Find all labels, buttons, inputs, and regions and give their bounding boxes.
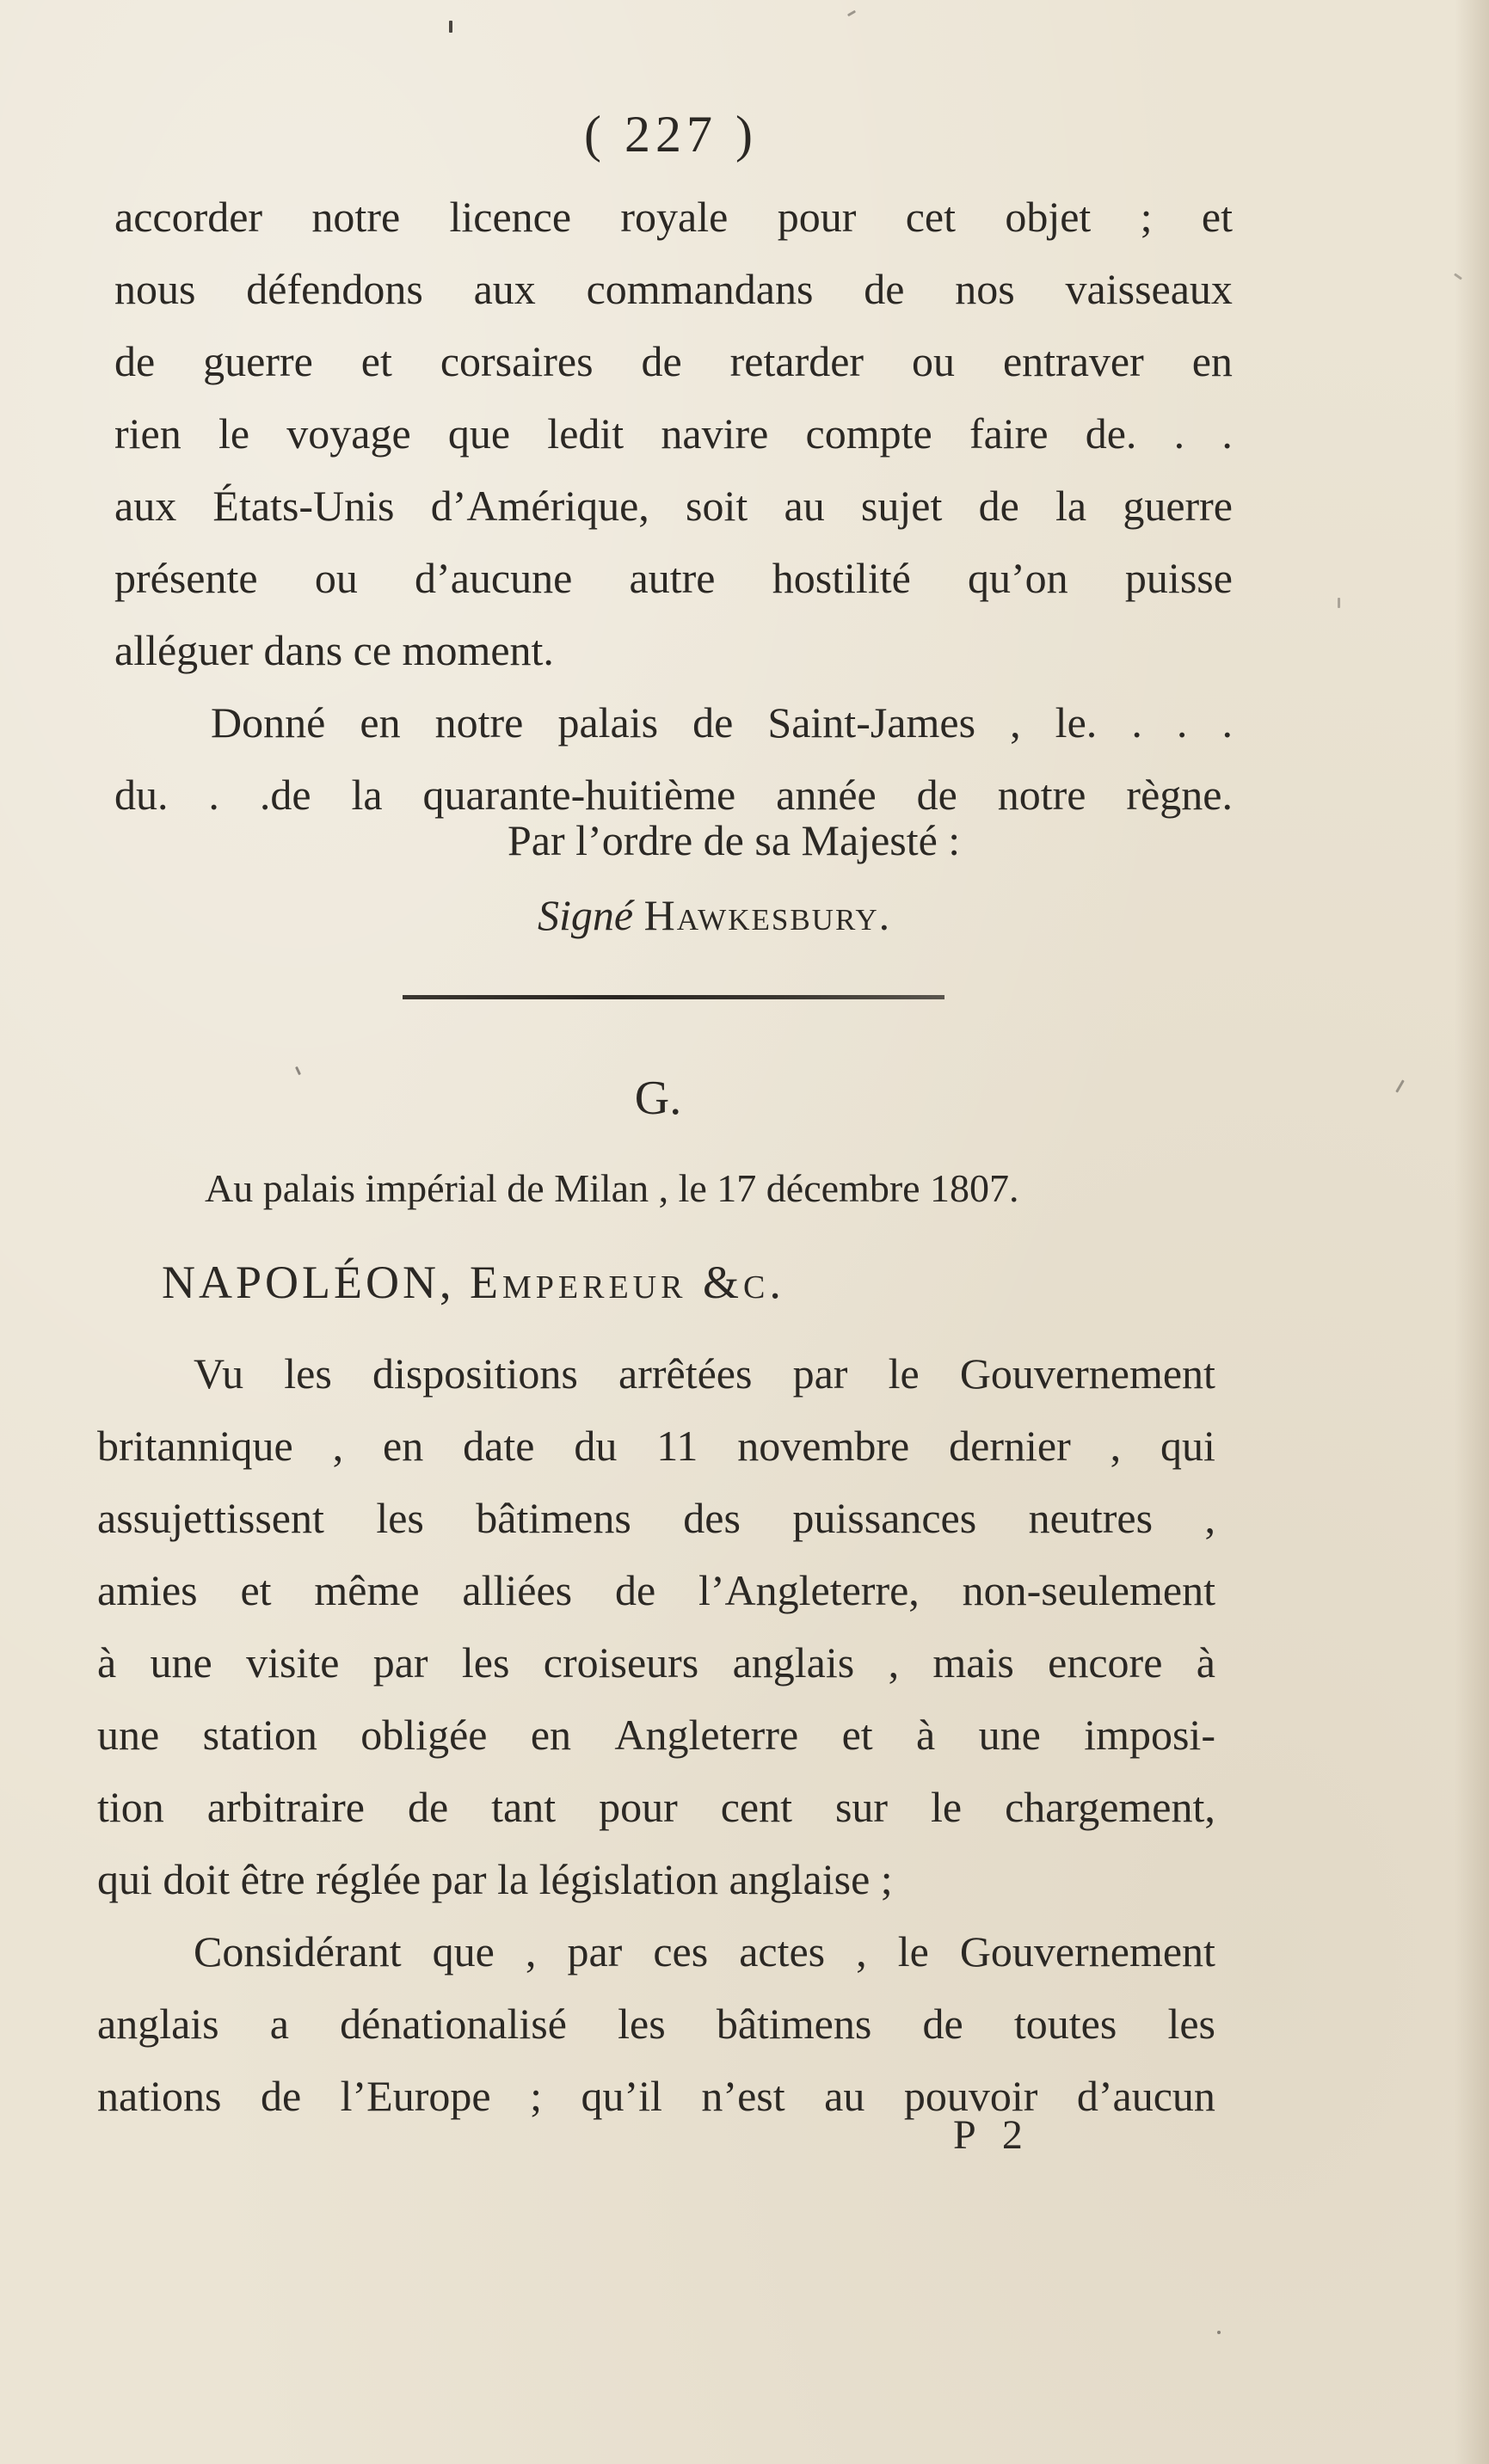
word: de xyxy=(614,1566,656,1614)
word: encore xyxy=(1048,1638,1163,1687)
word: bâtimens xyxy=(476,1494,631,1542)
word: États-Unis xyxy=(212,482,395,530)
word: l’Europe xyxy=(340,2072,491,2120)
word: a xyxy=(269,2000,289,2048)
word: retarder xyxy=(729,337,864,385)
word: ces xyxy=(653,1927,709,1976)
word: navire xyxy=(661,409,769,458)
word: et xyxy=(360,337,392,385)
word: Saint-James xyxy=(767,698,976,747)
word: que xyxy=(447,409,511,458)
word: qui xyxy=(1160,1422,1215,1470)
word: les xyxy=(284,1349,332,1398)
word: les xyxy=(461,1638,510,1687)
word: tion xyxy=(97,1783,164,1831)
word: pour xyxy=(599,1783,678,1831)
word: assujettissent xyxy=(97,1494,324,1542)
ink-speck xyxy=(1395,1079,1405,1092)
word: ou xyxy=(912,337,956,385)
text-line xyxy=(97,1410,1215,1482)
word: de xyxy=(692,698,734,747)
word: arbitraire xyxy=(206,1783,365,1831)
word: à xyxy=(97,1638,117,1687)
word: qu’on xyxy=(968,554,1068,602)
signed-word: Signé xyxy=(538,891,634,939)
word: , xyxy=(1010,698,1021,747)
word: Gouvernement xyxy=(959,1927,1215,1976)
word: au xyxy=(824,2072,865,2120)
word: en xyxy=(383,1422,424,1470)
word: une xyxy=(97,1711,160,1759)
word: notre xyxy=(997,771,1086,819)
ink-speck xyxy=(847,10,856,17)
word: amies xyxy=(97,1566,198,1614)
text-line xyxy=(114,397,1233,470)
word: non-seulement xyxy=(962,1566,1215,1614)
word: palais xyxy=(557,698,659,747)
text-line xyxy=(97,1337,1215,1410)
word: les xyxy=(1167,2000,1215,2048)
ink-speck xyxy=(1338,598,1340,608)
word: visite xyxy=(246,1638,340,1687)
word: le xyxy=(218,409,250,458)
word: compte xyxy=(805,409,932,458)
word: chargement, xyxy=(1005,1783,1215,1831)
text-line xyxy=(97,1699,1215,1771)
word: puisse xyxy=(1124,554,1233,602)
word: anglais xyxy=(732,1638,855,1687)
text-line xyxy=(114,181,1233,253)
word: nous xyxy=(114,265,196,313)
text-line xyxy=(114,614,1233,686)
word: les xyxy=(618,2000,666,2048)
word: anglais xyxy=(97,2000,219,2048)
word: qu’il xyxy=(581,2072,662,2120)
word: Vu xyxy=(194,1349,244,1398)
word: ou xyxy=(314,554,358,602)
word: , xyxy=(1204,1494,1215,1542)
text-line xyxy=(97,1626,1215,1699)
word: que xyxy=(432,1927,495,1976)
word: guerre xyxy=(1123,482,1233,530)
word: date xyxy=(463,1422,535,1470)
word: nations xyxy=(97,2072,222,2120)
signature-line xyxy=(538,890,891,940)
word: pouvoir xyxy=(903,2072,1038,2120)
word: faire xyxy=(969,409,1049,458)
word: 11 xyxy=(656,1422,698,1470)
word: sujet xyxy=(860,482,943,530)
word: de. xyxy=(1085,409,1137,458)
word: croiseurs xyxy=(543,1638,699,1687)
word: hostilité xyxy=(772,554,911,602)
word: . xyxy=(208,771,219,819)
signatory-name: Hawkesbury. xyxy=(643,891,892,939)
word: rien xyxy=(114,409,182,458)
word: notre xyxy=(434,698,524,747)
word: de xyxy=(916,771,957,819)
word: cent xyxy=(720,1783,792,1831)
text-line xyxy=(97,1843,1215,1915)
word: corsaires xyxy=(440,337,594,385)
word: d’Amérique, xyxy=(430,482,649,530)
word: guerre xyxy=(203,337,313,385)
word: Donné xyxy=(211,698,326,747)
word: nos xyxy=(955,265,1015,313)
word: neutres xyxy=(1028,1494,1154,1542)
ink-speck xyxy=(449,21,452,33)
word: au xyxy=(784,482,825,530)
word: accorder xyxy=(114,193,263,241)
word: présente xyxy=(114,554,258,602)
text-line xyxy=(97,1554,1215,1626)
word: voyage xyxy=(286,409,411,458)
word: notre xyxy=(311,193,401,241)
word: objet xyxy=(1005,193,1092,241)
word: une xyxy=(978,1711,1041,1759)
word: Angleterre xyxy=(614,1711,799,1759)
dateline: Au palais impérial de Milan , le 17 décembre 1807. xyxy=(205,1166,1019,1210)
word: de xyxy=(864,265,905,313)
word: de xyxy=(922,2000,963,2048)
text-line xyxy=(97,2060,1215,2132)
order-line: Par l’ordre de sa Majesté : xyxy=(508,816,961,864)
word: , xyxy=(888,1638,900,1687)
word: soit xyxy=(686,482,748,530)
word: royale xyxy=(620,193,729,241)
word: , xyxy=(856,1927,867,1976)
word: tant xyxy=(491,1783,557,1831)
word: . xyxy=(1221,409,1233,458)
word: .de xyxy=(259,771,311,819)
word: , xyxy=(525,1927,537,1976)
text-line xyxy=(114,253,1233,325)
word: puissances xyxy=(792,1494,977,1542)
text-line xyxy=(97,1482,1215,1554)
text-line xyxy=(114,542,1233,614)
word: de xyxy=(978,482,1019,530)
word: la xyxy=(351,771,383,819)
word: imposi- xyxy=(1084,1711,1215,1759)
word: actes xyxy=(739,1927,826,1976)
word: entraver xyxy=(1002,337,1144,385)
word: en xyxy=(360,698,401,747)
word: . xyxy=(1131,698,1142,747)
word: par xyxy=(372,1638,428,1687)
word: de xyxy=(114,337,156,385)
section-divider xyxy=(403,995,944,999)
word: de xyxy=(260,2072,302,2120)
word: l’Angleterre, xyxy=(698,1566,920,1614)
word: aux xyxy=(114,482,177,530)
text-line xyxy=(114,470,1233,542)
word: à xyxy=(1196,1638,1215,1687)
word: du. xyxy=(114,771,169,819)
licence-paragraph xyxy=(114,181,1233,831)
text-line xyxy=(97,1988,1215,2060)
word: d’aucun xyxy=(1076,2072,1215,2120)
word: pour xyxy=(777,193,857,241)
word: par xyxy=(792,1349,848,1398)
word: licence xyxy=(449,193,572,241)
word: bâtimens xyxy=(716,2000,872,2048)
word: alliées xyxy=(462,1566,573,1614)
decree-body xyxy=(97,1337,1215,2132)
word: . xyxy=(1221,698,1233,747)
word: cet xyxy=(905,193,956,241)
word: aux xyxy=(473,265,536,313)
word: des xyxy=(683,1494,741,1542)
word: . xyxy=(1173,409,1185,458)
word: ; xyxy=(1140,193,1153,241)
text-line-content: alléguer dans ce moment. xyxy=(114,626,554,674)
word: du xyxy=(574,1422,618,1470)
word: sur xyxy=(834,1783,889,1831)
page-number: ( 227 ) xyxy=(584,106,758,163)
word: défendons xyxy=(246,265,423,313)
word: à xyxy=(916,1711,936,1759)
word: autre xyxy=(629,554,716,602)
word: . xyxy=(1176,698,1188,747)
word: Gouvernement xyxy=(959,1349,1215,1398)
word: de xyxy=(407,1783,449,1831)
text-line-content: qui doit être réglée par la législation anglaise ; xyxy=(97,1855,893,1903)
ink-speck xyxy=(1217,2331,1221,2334)
word: et xyxy=(841,1711,873,1759)
decree-heading xyxy=(162,1256,785,1309)
word: toutes xyxy=(1013,2000,1117,2048)
word: en xyxy=(1191,337,1233,385)
word: arrêtées xyxy=(618,1349,753,1398)
word: n’est xyxy=(701,2072,785,2120)
word: le. xyxy=(1055,698,1098,747)
word: le xyxy=(897,1927,929,1976)
word: année xyxy=(776,771,877,819)
word: vaisseaux xyxy=(1065,265,1233,313)
word: les xyxy=(376,1494,424,1542)
word: mais xyxy=(932,1638,1014,1687)
word: dénationalisé xyxy=(340,2000,567,2048)
emperor-name: NAPOLÉON, xyxy=(162,1257,455,1308)
word: le xyxy=(888,1349,920,1398)
word: ledit xyxy=(547,409,625,458)
ink-speck xyxy=(1454,273,1462,280)
word: Considérant xyxy=(194,1927,402,1976)
word: le xyxy=(931,1783,963,1831)
word: par xyxy=(567,1927,623,1976)
word: dernier xyxy=(949,1422,1071,1470)
word: , xyxy=(332,1422,344,1470)
word: quarante-huitième xyxy=(422,771,736,819)
word: et xyxy=(1201,193,1233,241)
text-line xyxy=(97,1771,1215,1843)
word: en xyxy=(530,1711,572,1759)
word: d’aucune xyxy=(415,554,573,602)
word: règne. xyxy=(1126,771,1233,819)
text-line xyxy=(114,325,1233,397)
text-line xyxy=(97,1915,1215,1988)
word: novembre xyxy=(737,1422,910,1470)
word: la xyxy=(1055,482,1087,530)
word: une xyxy=(150,1638,212,1687)
word: et xyxy=(240,1566,272,1614)
word: , xyxy=(1110,1422,1122,1470)
word: station xyxy=(202,1711,317,1759)
signature-mark: P 2 xyxy=(953,2112,1031,2158)
text-line xyxy=(114,686,1233,759)
word: britannique xyxy=(97,1422,293,1470)
word: dispositions xyxy=(372,1349,578,1398)
section-letter: G. xyxy=(634,1072,682,1125)
word: de xyxy=(641,337,682,385)
word: obligée xyxy=(360,1711,488,1759)
word: ; xyxy=(530,2072,542,2120)
word: commandans xyxy=(586,265,814,313)
word: même xyxy=(314,1566,420,1614)
emperor-title: Empereur &c. xyxy=(470,1257,785,1308)
